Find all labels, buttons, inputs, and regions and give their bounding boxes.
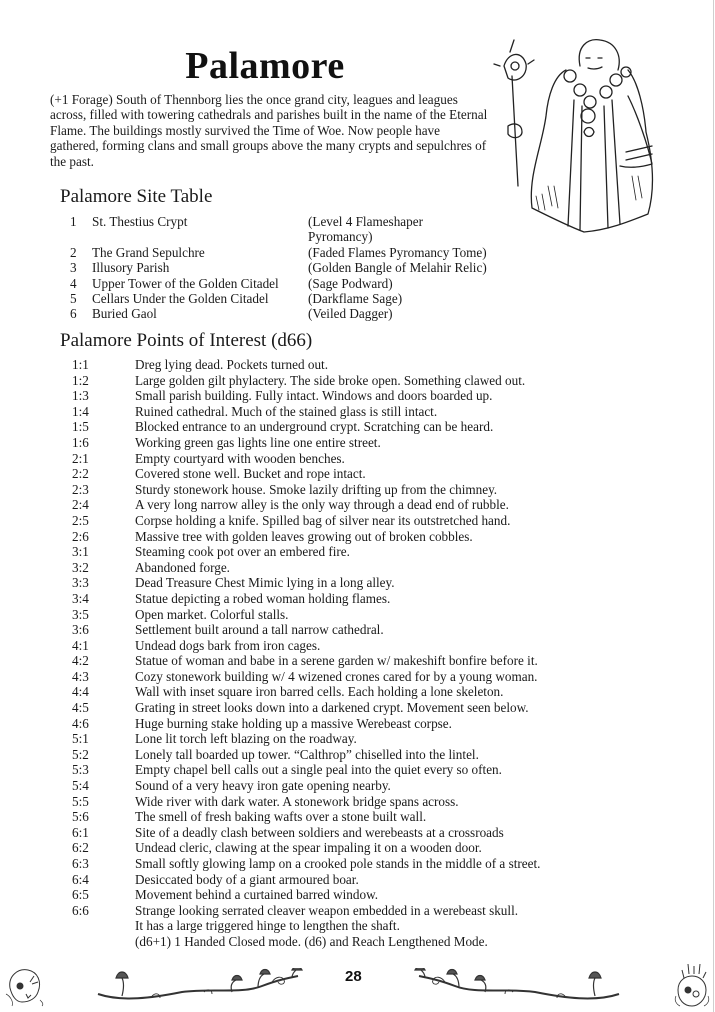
poi-roll: 5:2 — [72, 746, 89, 762]
poi-roll: 6:2 — [72, 840, 89, 856]
poi-roll: 3:4 — [72, 590, 89, 606]
poi-text: The smell of fresh baking wafts over a stone built wall. — [135, 809, 427, 825]
poi-text: Working green gas lights line one entire street. — [135, 434, 381, 450]
poi-roll: 5:4 — [72, 778, 89, 794]
poi-text: Massive tree with golden leaves growing out of broken cobbles. — [135, 528, 473, 544]
poi-row — [72, 622, 540, 638]
poi-row — [72, 794, 540, 810]
poi-roll: 1:2 — [72, 372, 89, 388]
site-table-heading: Palamore Site Table — [60, 186, 213, 207]
site-reward: (Level 4 Flameshaper Pyromancy) — [308, 214, 423, 245]
poi-text: Blocked entrance to an underground crypt. Scratching can be heard. — [135, 419, 494, 435]
poi-roll: 4:6 — [72, 715, 89, 731]
poi-roll: 5:3 — [72, 762, 89, 778]
poi-roll: 3:3 — [72, 575, 89, 591]
poi-roll: 4:5 — [72, 700, 89, 716]
poi-continuation-line: (d6+1) 1 Handed Closed mode. (d6) and Reach Lengthened Mode. — [135, 933, 488, 949]
poi-row — [72, 653, 540, 669]
poi-roll: 5:5 — [72, 793, 89, 809]
poi-text: Desiccated body of a giant armoured boar. — [135, 871, 359, 887]
poi-text: Large golden gilt phylactery. The side broke open. Something clawed out. — [135, 372, 526, 388]
page-number: 28 — [345, 968, 362, 985]
poi-roll: 2:5 — [72, 512, 89, 528]
poi-roll: 4:3 — [72, 668, 89, 684]
poi-row — [72, 482, 540, 498]
poi-text: Statue depicting a robed woman holding flames. — [135, 590, 391, 606]
poi-roll: 3:5 — [72, 606, 89, 622]
poi-roll: 5:1 — [72, 731, 89, 747]
poi-text: Sturdy stonework house. Smoke lazily drifting up from the chimney. — [135, 481, 498, 497]
poi-text: Covered stone well. Bucket and rope intact. — [135, 466, 366, 482]
poi-roll: 1:6 — [72, 434, 89, 450]
poi-row — [72, 575, 540, 591]
poi-roll: 1:1 — [72, 357, 89, 372]
poi-roll: 4:4 — [72, 684, 89, 700]
poi-text: Lonely tall boarded up tower. “Calthrop” chiselled into the lintel. — [135, 746, 479, 762]
poi-roll: 2:1 — [72, 450, 89, 466]
page-edge — [713, 0, 714, 1012]
poi-row — [72, 778, 540, 794]
poi-row — [72, 451, 540, 467]
site-row — [70, 291, 508, 306]
poi-text: Open market. Colorful stalls. — [135, 606, 289, 622]
poi-row — [72, 419, 540, 435]
poi-text: Movement behind a curtained barred window. — [135, 887, 379, 903]
site-reward: (Darkflame Sage) — [308, 291, 403, 307]
poi-text: Dead Treasure Chest Mimic lying in a long alley. — [135, 575, 395, 591]
poi-row — [72, 669, 540, 685]
site-name: St. Thestius Crypt — [92, 214, 188, 229]
poi-roll: 6:4 — [72, 871, 89, 887]
poi-roll: 2:4 — [72, 497, 89, 513]
skull-ornament — [2, 964, 46, 1008]
poi-text: Empty chapel bell calls out a single peal into the quiet every so often. — [135, 762, 502, 778]
poi-roll: 2:3 — [72, 481, 89, 497]
poi-row — [72, 840, 540, 856]
poi-text: Strange looking serrated cleaver weapon embedded in a werebeast skull. — [135, 902, 519, 918]
poi-roll: 2:2 — [72, 466, 89, 482]
poi-roll: 1:5 — [72, 419, 89, 435]
site-number: 3 — [70, 260, 77, 276]
poi-row — [72, 497, 540, 513]
flaming-skull-ornament — [670, 960, 714, 1010]
site-row — [70, 276, 508, 291]
poi-roll: 3:1 — [72, 544, 89, 560]
site-reward: (Golden Bangle of Melahir Relic) — [308, 260, 487, 276]
poi-text: Abandoned forge. — [135, 559, 230, 575]
poi-text: Grating in street looks down into a darkened crypt. Movement seen below. — [135, 700, 529, 716]
site-reward: (Veiled Dagger) — [308, 306, 393, 322]
poi-row — [72, 825, 540, 841]
poi-roll: 6:3 — [72, 856, 89, 871]
intro-paragraph: (+1 Forage) South of Thennborg lies the once grand city, leagues and leagues across, filled with towering cathedrals and parishes built in the name of the Eternal Flame. The buildings mostly survived the Time of Woe. Now people have gathered, forming clans and small groups above the many crypts and sepulchres of the past. — [50, 92, 488, 169]
poi-roll: 2:6 — [72, 528, 89, 544]
poi-text: Dreg lying dead. Pockets turned out. — [135, 357, 329, 372]
poi-row — [72, 809, 540, 825]
poi-row — [72, 856, 540, 872]
site-number: 4 — [70, 275, 77, 291]
poi-text: Undead dogs bark from iron cages. — [135, 637, 321, 653]
site-reward: (Sage Podward) — [308, 275, 393, 291]
site-name: Upper Tower of the Golden Citadel — [92, 275, 279, 291]
site-number: 1 — [70, 214, 77, 229]
poi-text: Sound of a very heavy iron gate opening nearby. — [135, 778, 391, 794]
poi-row — [72, 700, 540, 716]
poi-row — [72, 591, 540, 607]
poi-roll: 4:1 — [72, 637, 89, 653]
poi-text: Huge burning stake holding up a massive Werebeast corpse. — [135, 715, 452, 731]
poi-row — [72, 638, 540, 654]
poi-text: Undead cleric, clawing at the spear impaling it on a wooden door. — [135, 840, 482, 856]
poi-roll: 1:3 — [72, 388, 89, 404]
site-row — [70, 245, 508, 260]
poi-row — [72, 607, 540, 623]
poi-row — [72, 872, 540, 888]
poi-row — [72, 762, 540, 778]
robed-cleric-illustration — [488, 36, 698, 236]
poi-row — [72, 529, 540, 545]
poi-continuation-line: It has a large triggered hinge to lengthen the shaft. — [135, 918, 400, 934]
poi-text: Small parish building. Fully intact. Windows and doors boarded up. — [135, 388, 493, 404]
poi-text: Ruined cathedral. Much of the stained glass is still intact. — [135, 403, 438, 419]
poi-text: Empty courtyard with wooden benches. — [135, 450, 345, 466]
site-number: 6 — [70, 306, 77, 322]
poi-row — [72, 560, 540, 576]
poi-row — [72, 513, 540, 529]
poi-row — [72, 373, 540, 389]
poi-text: Small softly glowing lamp on a crooked pole stands in the middle of a street. — [135, 856, 541, 871]
site-number: 2 — [70, 244, 77, 260]
poi-text: Steaming cook pot over an embered fire. — [135, 544, 350, 560]
poi-row — [72, 747, 540, 763]
poi-text: A very long narrow alley is the only way through a dead end of rubble. — [135, 497, 509, 513]
poi-text: Statue of woman and babe in a serene garden w/ makeshift bonfire before it. — [135, 653, 538, 669]
poi-row — [72, 388, 540, 404]
site-name: The Grand Sepulchre — [92, 244, 205, 260]
site-row — [70, 306, 508, 321]
poi-roll: 6:5 — [72, 887, 89, 903]
poi-roll: 4:2 — [72, 653, 89, 669]
poi-text: Lone lit torch left blazing on the roadway. — [135, 731, 357, 747]
page-title: Palamore — [185, 45, 345, 87]
poi-text: Wall with inset square iron barred cells. Each holding a lone skeleton. — [135, 684, 504, 700]
poi-roll: 1:4 — [72, 403, 89, 419]
poi-list — [72, 357, 540, 950]
poi-text: Wide river with dark water. A stonework bridge spans across. — [135, 793, 459, 809]
poi-roll: 3:6 — [72, 622, 89, 638]
poi-roll: 3:2 — [72, 559, 89, 575]
poi-row — [72, 887, 540, 903]
poi-row — [72, 466, 540, 482]
poi-row — [72, 684, 540, 700]
poi-roll: 5:6 — [72, 809, 89, 825]
poi-text: Settlement built around a tall narrow cathedral. — [135, 622, 384, 638]
site-name: Cellars Under the Golden Citadel — [92, 291, 269, 307]
poi-row — [72, 404, 540, 420]
poi-heading: Palamore Points of Interest (d66) — [60, 330, 313, 351]
poi-roll: 6:1 — [72, 824, 89, 840]
poi-roll: 6:6 — [72, 902, 89, 918]
poi-row — [72, 731, 540, 747]
site-row — [70, 260, 508, 275]
poi-text: Cozy stonework building w/ 4 wizened crones cared for by a young woman. — [135, 668, 538, 684]
poi-row — [72, 435, 540, 451]
site-number: 5 — [70, 291, 77, 307]
site-reward: (Faded Flames Pyromancy Tome) — [308, 244, 487, 260]
mushroom-vine-ornament-right — [405, 968, 625, 1004]
site-name: Buried Gaol — [92, 306, 157, 322]
poi-row — [72, 716, 540, 732]
poi-row — [72, 544, 540, 560]
mushroom-vine-ornament-left — [92, 968, 312, 1004]
site-row — [70, 214, 508, 245]
site-name: Illusory Parish — [92, 260, 170, 276]
poi-text: Corpse holding a knife. Spilled bag of silver near its outstretched hand. — [135, 512, 511, 528]
poi-row — [72, 357, 540, 373]
poi-row — [72, 903, 540, 919]
poi-text: Site of a deadly clash between soldiers and werebeasts at a crossroads — [135, 824, 504, 840]
site-table — [70, 214, 508, 322]
